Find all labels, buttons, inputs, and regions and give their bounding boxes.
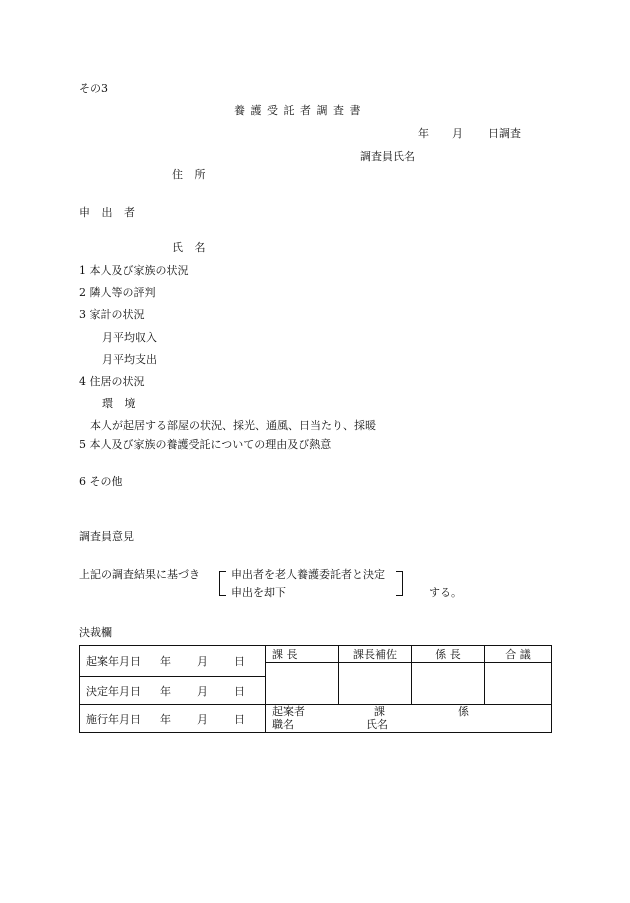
item-4-room: 本人が起居する部屋の状況、採光、通風、日当たり、採暖: [90, 419, 376, 432]
enforced-date-label: 施行年月日: [86, 712, 141, 726]
item-2: 2 隣人等の評判: [79, 286, 156, 299]
head-subsection-chief: 係 長: [412, 646, 485, 663]
decided-date-cell: [80, 677, 266, 705]
position-label: 職名: [272, 718, 294, 731]
item-3-income: 月平均収入: [102, 331, 157, 344]
head-section-chief-text: 課 長: [272, 648, 298, 661]
form-title: 養 護 受 託 者 調 査 書: [234, 104, 362, 117]
item-3-expense: 月平均支出: [102, 353, 157, 366]
decision-lead: 上記の調査結果に基づき: [79, 568, 200, 581]
date-day-survey-label: 日調査: [488, 127, 521, 140]
item-1: 1 本人及び家族の状況: [79, 264, 189, 277]
seal-box-subsection-chief: [412, 663, 485, 705]
decision-option-approve: 申出者を老人養護委託者と決定: [231, 568, 385, 581]
name-label: 氏 名: [172, 241, 210, 254]
date-year-label: 年: [418, 127, 429, 140]
investigator-name-label: 調査員氏名: [360, 150, 415, 163]
form-number: その3: [79, 82, 108, 95]
enforced-date-cell: [80, 705, 266, 733]
applicant-label: 申 出 者: [79, 206, 139, 219]
drafted-day-unit: 日: [234, 655, 245, 668]
drafted-year-unit: 年: [160, 655, 171, 668]
decided-year-unit: 年: [160, 684, 171, 698]
subsection-label: 係: [458, 705, 469, 718]
right-bracket: [396, 571, 403, 596]
item-3: 3 家計の状況: [79, 308, 145, 321]
seal-box-consultation: [485, 663, 552, 705]
seal-box-assistant-chief: [339, 663, 412, 705]
item-4: 4 住居の状況: [79, 375, 145, 388]
seal-box-section-chief: [266, 663, 339, 705]
address-label: 住 所: [172, 168, 210, 181]
head-consultation: 合 議: [485, 646, 552, 663]
section-label: 課: [374, 705, 385, 718]
decision-suffix: する。: [429, 586, 462, 599]
item-5: 5 本人及び家族の養護受託についての理由及び熱意: [79, 438, 332, 451]
approval-label: 決裁欄: [79, 626, 112, 639]
drafted-date-cell: [80, 646, 266, 677]
left-bracket: [219, 571, 226, 596]
head-assistant-chief: 課長補佐: [339, 646, 412, 663]
approval-table: [79, 645, 552, 733]
decided-date-label: 決定年月日: [86, 684, 141, 698]
decided-day-unit: 日: [234, 684, 245, 698]
decided-month-unit: 月: [197, 684, 208, 698]
drafted-date-label: 起案年月日: [86, 655, 141, 668]
investigator-opinion-label: 調査員意見: [79, 530, 134, 543]
item-4-environment: 環 境: [102, 397, 140, 410]
drafted-month-unit: 月: [197, 655, 208, 668]
decision-option-reject: 申出を却下: [231, 586, 286, 599]
drafter-name-label: 氏名: [366, 718, 388, 731]
drafter-cell: [266, 705, 552, 733]
enforced-day-unit: 日: [234, 712, 245, 726]
enforced-year-unit: 年: [160, 712, 171, 726]
head-section-chief: [266, 646, 339, 663]
drafter-label: 起案者: [272, 705, 305, 718]
date-month-label: 月: [452, 127, 463, 140]
enforced-month-unit: 月: [197, 712, 208, 726]
item-6: 6 その他: [79, 475, 123, 488]
